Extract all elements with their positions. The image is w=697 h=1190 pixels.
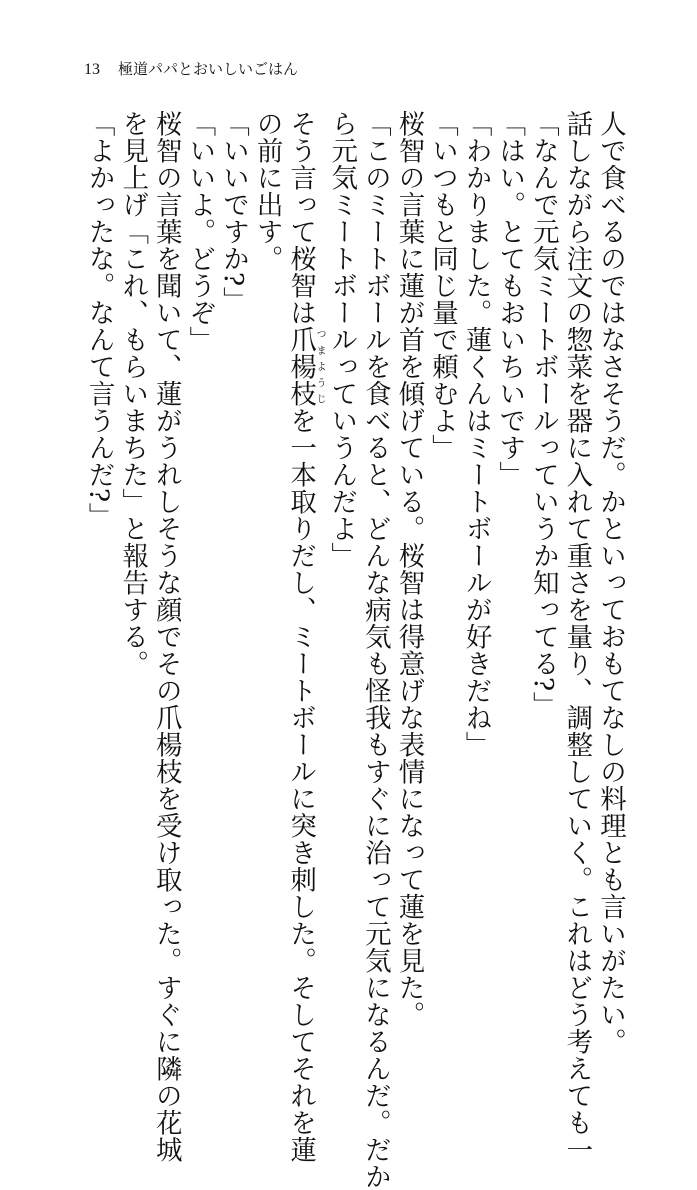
text-segment: を一本取りだし、ミートボールに突き刺した。そしてそれを蓮 (285, 407, 317, 1163)
text-line-1: 人で食べるのではなさそうだ。かといっておもてなしの料理とも言いがたい。 (595, 110, 626, 1055)
text-line-2: 話しながら注文の惣菜を器に入れて重さを量り、調整していく。これはどう考えても一 (561, 110, 593, 1163)
dialogue-line: 「なんで元気ミートボールっていうか知ってる?」 (527, 110, 559, 719)
text-line-7: 桜智の言葉に蓮が首を傾げている。桜智は得意げな表情になって蓮を見た。 (393, 110, 425, 1028)
text-line-with-ruby (284, 110, 326, 1163)
text-line-9: ら元気ミートボールっていうんだよ」 (326, 110, 358, 569)
dialogue-line: 「いいですか?」 (217, 110, 249, 314)
text-line-14: 桜智の言葉を聞いて、蓮がうれしそうな顔でその爪楊枝を受け取った。すぐに隣の花城 (150, 110, 182, 1163)
text-line-15: を見上げ「これ、もらいまちた」と報告する。 (117, 110, 149, 677)
ruby-annotation (285, 326, 326, 407)
text-line-11: の前に出す。 (251, 110, 283, 272)
dialogue-line: 「わかりました。蓮くんはミートボールが好きだね」 (460, 110, 492, 758)
dialogue-line: 「いつもと同じ量で頼むよ」 (427, 110, 459, 461)
running-title: 極道パパとおいしいごはん (118, 60, 299, 78)
dialogue-line: 「よかったな。なんて言うんだ?」 (83, 110, 115, 530)
dialogue-line: 「はい。とてもおいちいです」 (494, 110, 526, 488)
page-header (84, 58, 298, 79)
dialogue-line: 「いいよ。どうぞ」 (184, 110, 216, 353)
ruby-reading: つまようじ (314, 326, 326, 407)
dialogue-line: 「このミートボールを食べると、どんな病気も怪我もすぐに治って元気になるんだ。だか (359, 110, 391, 1190)
vertical-text-body (82, 110, 627, 1190)
ruby-base: 爪楊枝 (285, 326, 317, 407)
page-number: 13 (84, 61, 100, 78)
text-segment: そう言って桜智は (285, 110, 317, 326)
